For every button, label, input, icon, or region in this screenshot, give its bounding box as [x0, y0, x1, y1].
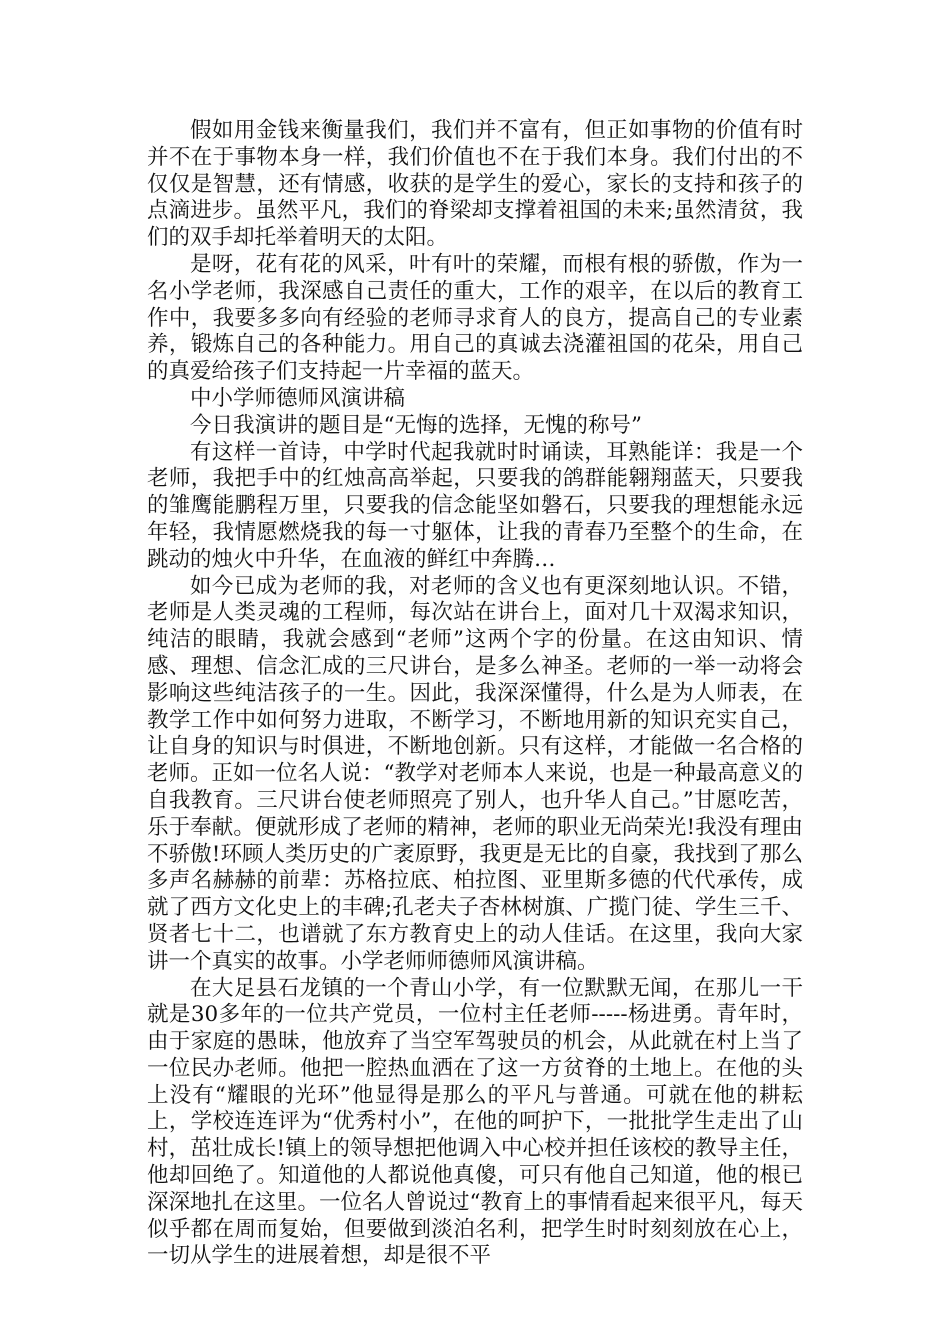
- paragraph-1: 假如用金钱来衡量我们，我们并不富有，但正如事物的价值有时并不在于事物本身一样，我们价值也不在于我们本身。我们付出的不仅仅是智慧，还有情感，收获的是学生的爱心，家长的支持和孩子的点滴进步。虽然平凡，我们的脊梁却支撑着祖国的未来;虽然清贫，我们的双手却托举着明天的太阳。: [147, 118, 803, 251]
- document-body: [147, 118, 803, 1270]
- paragraph-6: 如今已成为老师的我，对老师的含义也有更深刻地认识。不错，老师是人类灵魂的工程师，每次站在讲台上，面对几十双渴求知识，纯洁的眼睛，我就会感到“老师”这两个字的份量。在这由知识、情感、理想、信念汇成的三尺讲台，是多么神圣。老师的一举一动将会影响这些纯洁孩子的一生。因此，我深深懂得，什么是为人师表，在教学工作中如何努力进取，不断学习，不断地用新的知识充实自己，让自身的知识与时俱进，不断地创新。只有这样，才能做一名合格的老师。正如一位名人说：“教学对老师本人来说，也是一种最高意义的自我教育。三尺讲台使老师照亮了别人，也升华人自己。”甘愿吃苦，乐于奉献。便就形成了老师的精神，老师的职业无尚荣光!我没有理由不骄傲!环顾人类历史的广袤原野，我更是无比的自豪，我找到了那么多声名赫赫的前辈：苏格拉底、柏拉图、亚里斯多德的代代承传，成就了西方文化史上的丰碑;孔老夫子杏林树旗、广揽门徒、学生三千、贤者七十二，也谱就了东方教育史上的动人佳话。在这里，我向大家讲一个真实的故事。小学老师师德师风演讲稿。: [147, 573, 803, 974]
- paragraph-5: 有这样一首诗，中学时代起我就时时诵读，耳熟能详：我是一个老师，我把手中的红烛高高举起，只要我的鸽群能翱翔蓝天，只要我的雏鹰能鹏程万里，只要我的信念能坚如磐石，只要我的理想能永远年轻，我情愿燃烧我的每一寸躯体，让我的青春乃至整个的生命，在跳动的烛火中升华，在血液的鲜红中奔腾…: [147, 439, 803, 572]
- paragraph-7: 在大足县石龙镇的一个青山小学，有一位默默无闻，在那儿一干就是30多年的一位共产党员，一位村主任老师-----杨进勇。青年时，由于家庭的愚昧，他放弃了当空军驾驶员的机会，从此就在村上当了一位民办老师。他把一腔热血洒在了这一方贫脊的土地上。在他的头上没有“耀眼的光环”他显得是那么的平凡与普通。可就在他的耕耘上，学校连连评为“优秀村小”，在他的呵护下，一批批学生走出了山村，茁壮成长!镇上的领导想把他调入中心校并担任该校的教导主任，他却回绝了。知道他的人都说他真傻，可只有他自己知道，他的根已深深地扎在这里。一位名人曾说过“教育上的事情看起来很平凡，每天似乎都在周而复始，但要做到淡泊名利，把学生时时刻刻放在心上，一切从学生的进展着想，却是很不平: [147, 975, 803, 1269]
- speech-topic: 今日我演讲的题目是“无悔的选择，无愧的称号”: [190, 412, 642, 438]
- paragraph-2: 是呀，花有花的风采，叶有叶的荣耀，而根有根的骄傲，作为一名小学老师，我深感自己责任的重大，工作的艰辛，在以后的教育工作中，我要多多向有经验的老师寻求育人的良方，提高自己的专业素养，锻炼自己的各种能力。用自己的真诚去浇灌祖国的花朵，用自己的真爱给孩子们支持起一片幸福的蓝天。: [147, 251, 803, 385]
- section-title: 中小学师德师风演讲稿: [190, 385, 406, 411]
